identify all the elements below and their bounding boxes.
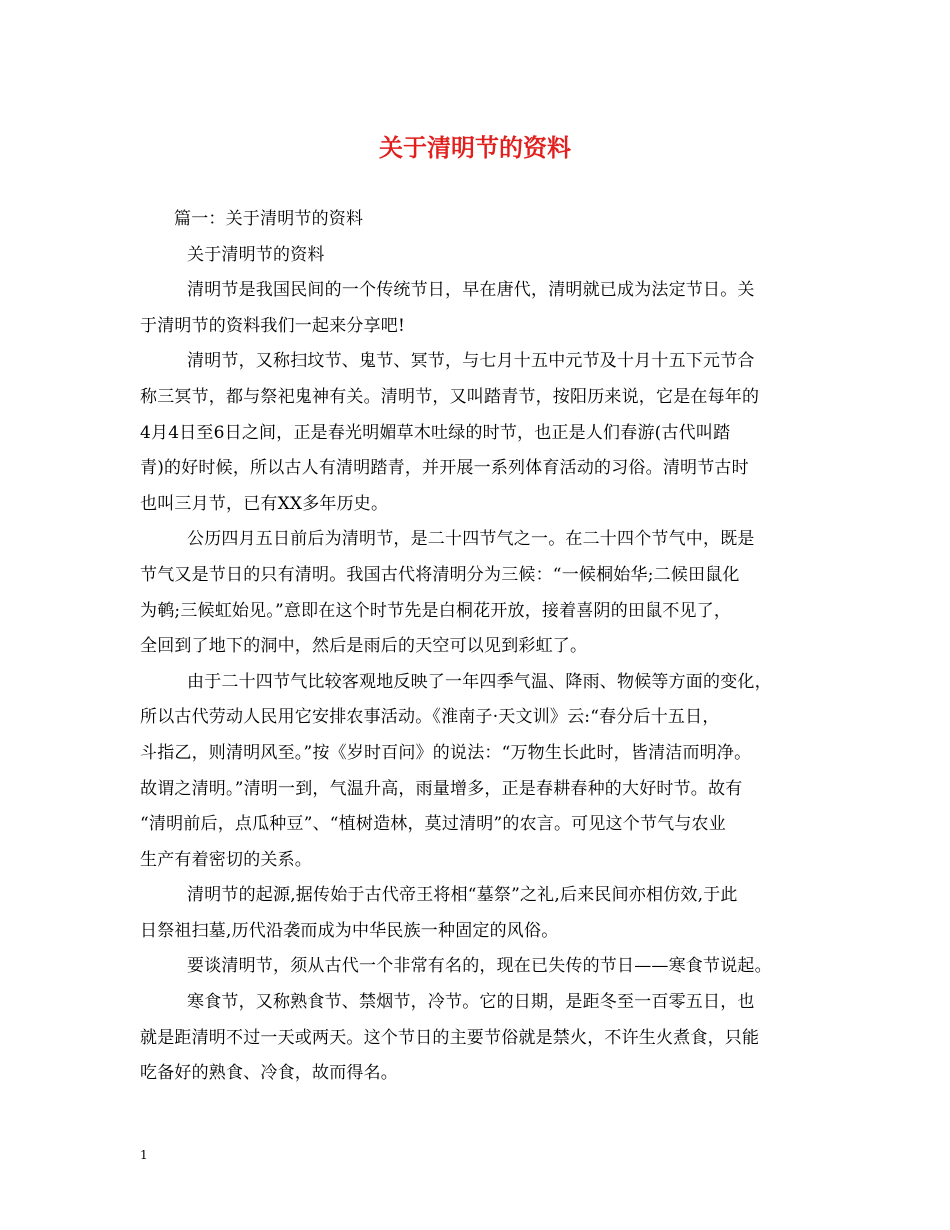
paragraph-line: 清明节的起源,据传始于古代帝王将相“墓祭”之礼,后来民间亦相仿效,于此 [187,885,738,906]
paragraph-line: 于清明节的资料我们一起来分享吧! [140,315,406,336]
paragraph-line: 生产有着密切的关系。 [140,849,312,870]
paragraph-line: 要谈清明节，须从古代一个非常有名的，现在已失传的节日——寒食节说起。 [187,956,772,977]
paragraph-line: 清明节是我国民间的一个传统节日，早在唐代，清明就已成为法定节日。关 [187,280,755,301]
paragraph-line: 故谓之清明。”清明一到，气温升高，雨量增多，正是春耕春种的大好时节。故有 [140,778,743,799]
paragraph-line: 所以古代劳动人民用它安排农事活动。《淮南子·天文训》云:“春分后十五日， [140,707,720,728]
subheading: 关于清明节的资料 [187,244,325,265]
page-number: 1 [140,1148,148,1162]
document-title: 关于清明节的资料 [379,134,571,162]
paragraph-line: 吃备好的熟食、冷食，故而得名。 [140,1063,398,1084]
paragraph-line: 公历四月五日前后为清明节，是二十四节气之一。在二十四个节气中，既是 [187,529,755,550]
paragraph-line: 清明节，又称扫坟节、鬼节、冥节，与七月十五中元节及十月十五下元节合 [187,351,755,372]
paragraph-line: 为鹌;三候虹始见。”意即在这个时节先是白桐花开放，接着喜阴的田鼠不见了， [140,600,732,621]
paragraph-line: 日祭祖扫墓,历代沿袭而成为中华民族一种固定的风俗。 [140,920,559,941]
paragraph-line: “清明前后，点瓜种豆”、“植树造林，莫过清明”的农言。可见这个节气与农业 [140,814,726,835]
paragraph-line: 称三冥节，都与祭祀鬼神有关。清明节，又叫踏青节，按阳历来说，它是在每年的 [140,386,760,407]
paragraph-line: 青)的好时候，所以古人有清明踏青，并开展一系列体育活动的习俗。清明节古时 [140,458,749,479]
paragraph-line: 斗指乙，则清明风至。”按《岁时百问》的说法：“万物生长此时，皆清洁而明净。 [140,742,752,763]
paragraph-line: 由于二十四节气比较客观地反映了一年四季气温、降雨、物候等方面的变化， [187,671,772,692]
paragraph-line: 节气又是节日的只有清明。我国古代将清明分为三候：“一候桐始华;二候田鼠化 [140,564,740,585]
paragraph-line: 寒食节，又称熟食节、禁烟节，冷节。它的日期，是距冬至一百零五日，也 [187,992,755,1013]
paragraph-line: 就是距清明不过一天或两天。这个节日的主要节俗就是禁火，不许生火煮食，只能 [140,1027,760,1048]
section-heading: 篇一：关于清明节的资料 [174,209,364,229]
document-body [140,202,810,1092]
paragraph-line: 4月4日至6日之间，正是春光明媚草木吐绿的时节，也正是人们春游(古代叫踏 [140,422,731,443]
paragraph-line: 也叫三月节，已有XX多年历史。 [140,493,389,514]
paragraph-line: 全回到了地下的洞中，然后是雨后的天空可以见到彩虹了。 [140,636,588,657]
